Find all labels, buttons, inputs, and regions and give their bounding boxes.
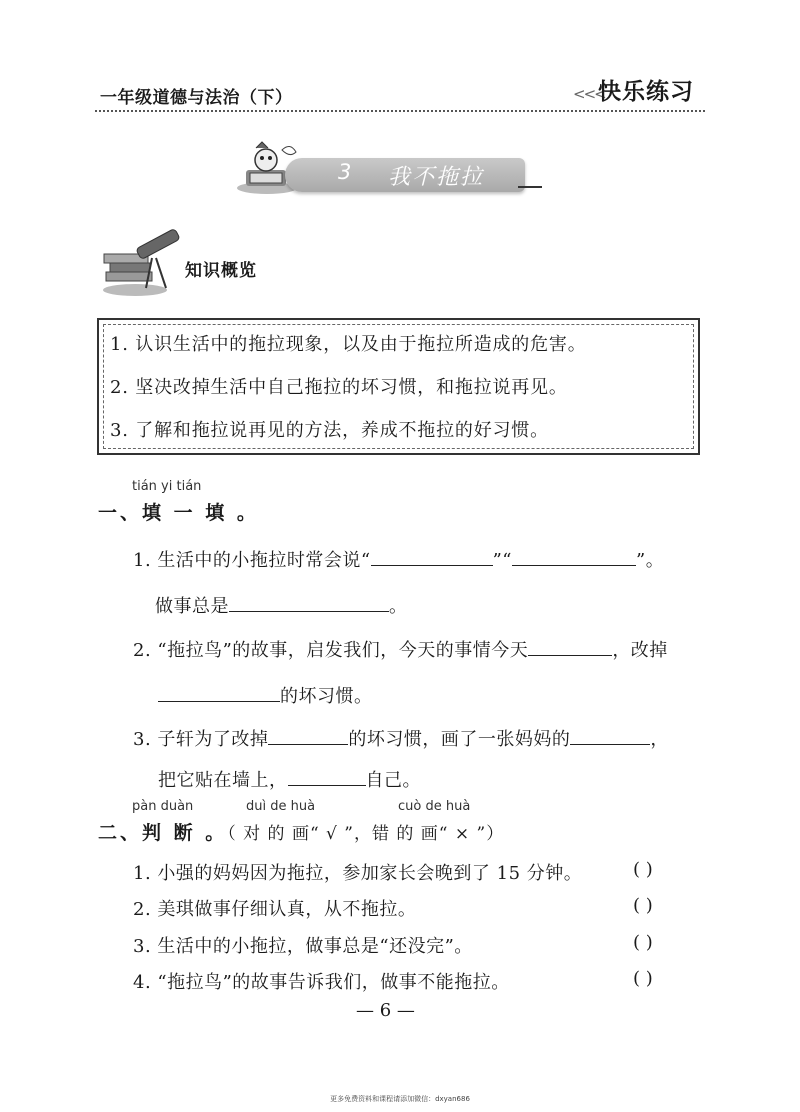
telescope-books-icon [100, 228, 185, 298]
banner-tail [518, 186, 542, 188]
footer-note: 更多免费资料和课程请添加微信：dxyan686 [330, 1095, 470, 1103]
blank-answer[interactable] [268, 727, 348, 745]
blank-answer[interactable] [158, 684, 280, 702]
fill-question-2: 2. “拖拉鸟”的故事，启发我们，今天的事情今天 ，改掉 [133, 640, 668, 661]
fill-heading: 一、填 一 填 。 [98, 502, 259, 524]
book-title: 一年级道德与法治（下） [100, 88, 293, 108]
chevron-decoration-icon: <<< [573, 85, 605, 103]
objective-item: 1. 认识生活中的拖拉现象，以及由于拖拉所造成的危害。 [110, 334, 587, 355]
judge-item: 4. “拖拉鸟”的故事告诉我们，做事不能拖拉。 [133, 972, 510, 993]
objective-item: 3. 了解和拖拉说再见的方法，养成不拖拉的好习惯。 [110, 420, 549, 441]
lesson-title: 我不拖拉 [388, 165, 485, 190]
fill-question-1: 1. 生活中的小拖拉时常会说“ ”“ ”。 [133, 550, 665, 571]
blank-answer[interactable] [371, 548, 493, 566]
header-divider [95, 110, 705, 112]
blank-answer[interactable] [229, 594, 389, 612]
answer-paren[interactable]: ( ) [633, 895, 653, 916]
fill-pinyin: tián yi tián [132, 479, 202, 494]
fill-question-3-cont: 把它贴在墙上， 自己。 [158, 770, 421, 791]
answer-paren[interactable]: ( ) [633, 968, 653, 989]
judge-item: 2. 美琪做事仔细认真，从不拖拉。 [133, 899, 417, 920]
objective-item: 2. 坚决改掉生活中自己拖拉的坏习惯，和拖拉说再见。 [110, 377, 568, 398]
answer-paren[interactable]: ( ) [633, 859, 653, 880]
blank-answer[interactable] [528, 638, 612, 656]
fill-question-1-cont: 做事总是 。 [155, 596, 408, 617]
fill-question-2-cont: 的坏习惯。 [158, 682, 373, 708]
series-title: 快乐练习 [598, 79, 694, 105]
blank-answer[interactable] [570, 727, 650, 745]
page-number: — 6 — [356, 1000, 415, 1021]
judge-pinyin: duì de huà [246, 799, 316, 814]
lesson-number: 3 [338, 160, 352, 184]
judge-item: 1. 小强的妈妈因为拖拉，参加家长会晚到了 15 分钟。 [133, 863, 583, 884]
judge-pinyin: pàn duàn [132, 799, 194, 814]
fill-question-3: 3. 子轩为了改掉 的坏习惯，画了一张妈妈的 ， [133, 729, 669, 750]
judge-item: 3. 生活中的小拖拉，做事总是“还没完”。 [133, 936, 473, 957]
overview-label: 知识概览 [185, 261, 257, 281]
judge-heading: 二、判 断 。（ 对 的 画“ √ ”，错 的 画“ × ”） [98, 822, 505, 844]
answer-paren[interactable]: ( ) [633, 932, 653, 953]
judge-pinyin: cuò de huà [398, 799, 471, 814]
blank-answer[interactable] [512, 548, 636, 566]
blank-answer[interactable] [288, 768, 366, 786]
